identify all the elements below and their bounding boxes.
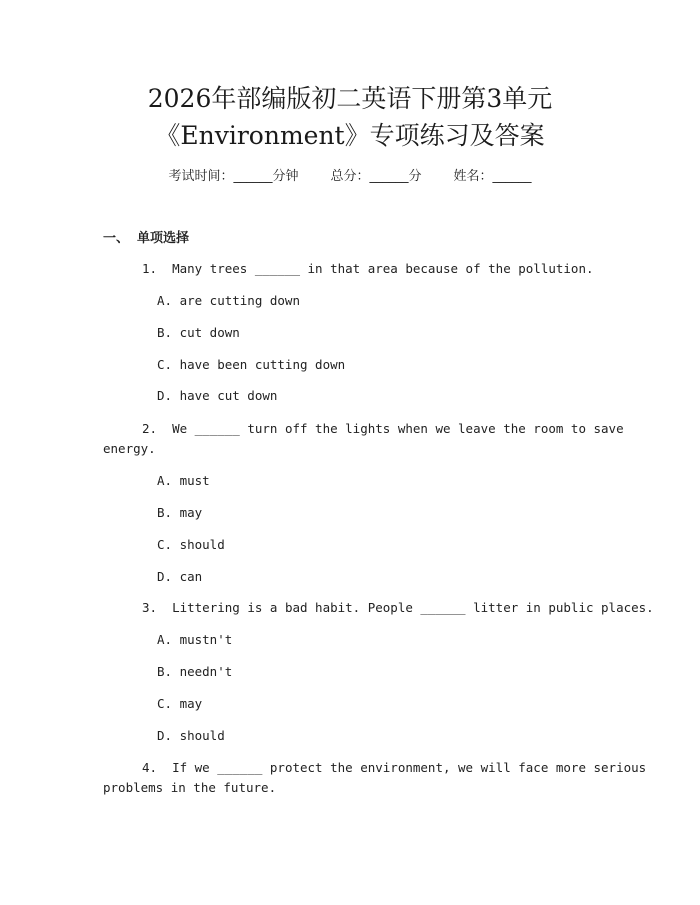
option-1c: C. have been cutting down [157, 357, 346, 372]
question-text-continued: energy. [103, 441, 156, 456]
exam-info [0, 167, 700, 187]
question-number: 4. [141, 760, 157, 775]
section-label: 单项选择 [137, 231, 190, 246]
option-1b: B. cut down [157, 325, 240, 340]
option-2a: A. must [157, 473, 210, 488]
option-3a: A. mustn't [157, 632, 233, 647]
question-number: 1. [141, 261, 157, 276]
question-number: 3. [141, 600, 157, 615]
option-1a: A. are cutting down [157, 293, 300, 308]
question-text: If we ______ protect the environment, we will face more serious [172, 760, 647, 775]
option-1d: D. have cut down [157, 388, 278, 403]
option-3d: D. should [157, 728, 225, 743]
exam-time: 考试时间：______分钟 [168, 169, 299, 184]
option-3c: C. may [157, 696, 203, 711]
option-2d: D. can [157, 569, 203, 584]
document-title-line-2: 《Environment》专项练习及答案 [155, 121, 545, 150]
question-text-continued: problems in the future. [103, 780, 277, 795]
question-text: We ______ turn off the lights when we leave the room to save [172, 421, 624, 436]
section-heading [103, 229, 189, 249]
question-2 [103, 419, 624, 459]
option-2b: B. may [157, 505, 203, 520]
exam-total-score: 总分：______分 [330, 169, 422, 184]
question-4 [103, 758, 647, 798]
section-number: 一、 [103, 231, 130, 246]
question-text: Littering is a bad habit. People ______ litter in public places. [172, 600, 654, 615]
document-title-line-1: 2026年部编版初二英语下册第3单元 [147, 84, 553, 113]
question-1 [103, 259, 603, 279]
question-text: Many trees ______ in that area because of the pollution. [172, 261, 594, 276]
option-2c: C. should [157, 537, 225, 552]
question-number: 2. [141, 421, 157, 436]
question-3 [103, 598, 654, 618]
option-3b: B. needn't [157, 664, 233, 679]
student-name: 姓名：______ [453, 169, 532, 184]
